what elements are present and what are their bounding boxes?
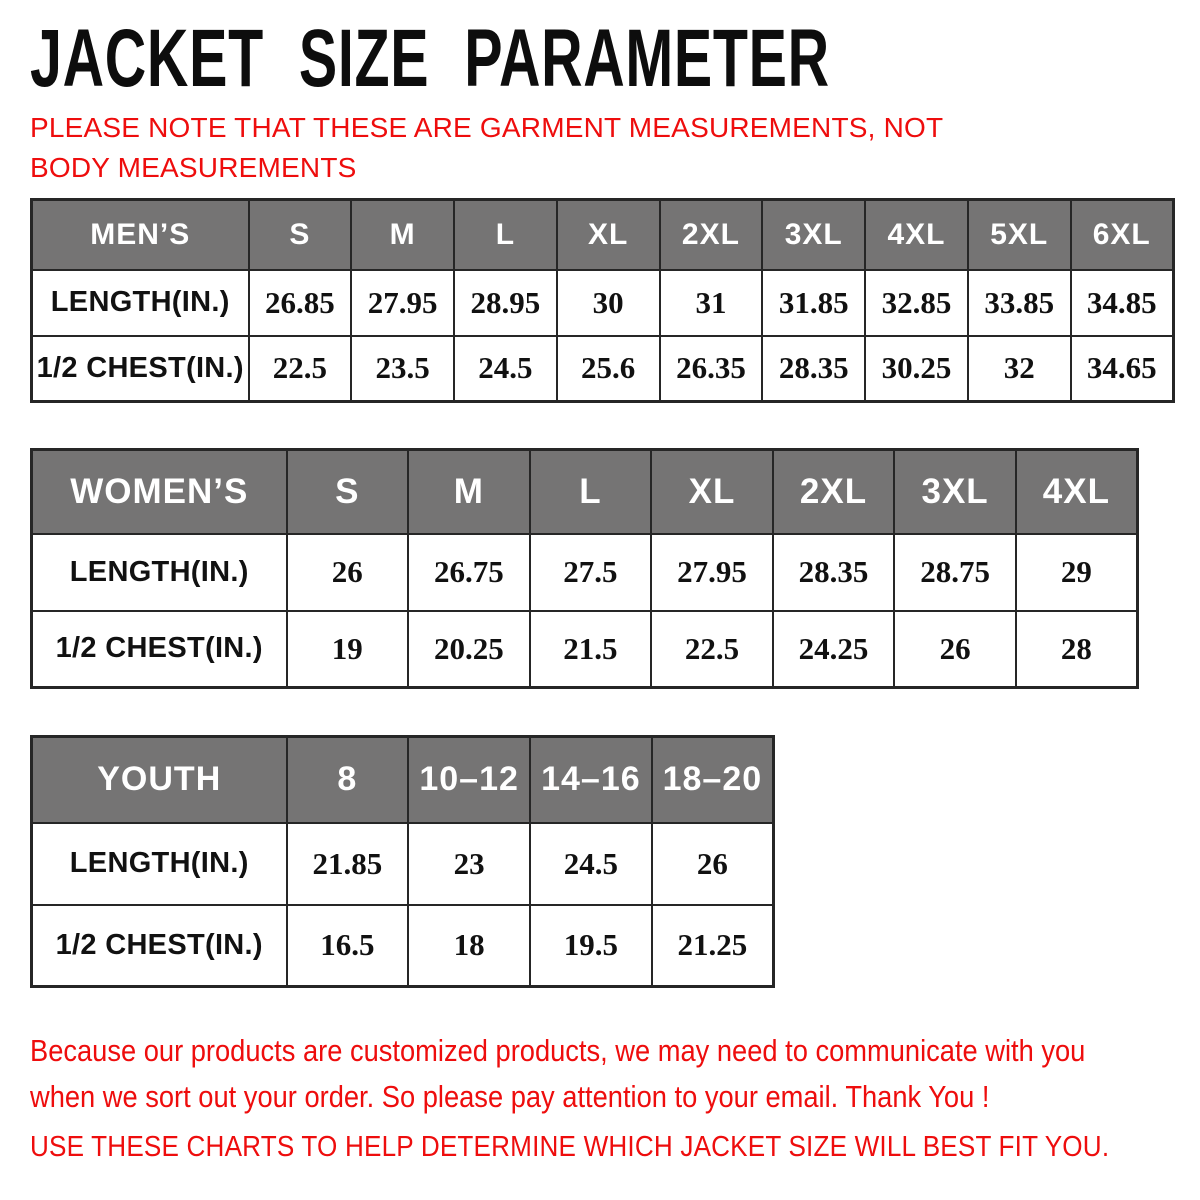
value-cell: 28.95 (454, 270, 557, 336)
size-header-cell: 14–16 (530, 737, 652, 823)
size-header-cell: S (249, 200, 352, 270)
value-cell: 21.85 (287, 823, 409, 905)
size-header-cell: 8 (287, 737, 409, 823)
row-label-cell: 1/2 CHEST(IN.) (32, 336, 249, 402)
value-cell: 24.5 (454, 336, 557, 402)
value-cell: 33.85 (968, 270, 1071, 336)
womens-size-table (30, 448, 1139, 689)
value-cell: 28.35 (762, 336, 865, 402)
page-title: JACKET SIZE PARAMETER (30, 13, 830, 104)
value-cell: 18 (408, 905, 530, 987)
value-cell: 31 (660, 270, 763, 336)
size-header-cell: 6XL (1071, 200, 1174, 270)
value-cell: 28.75 (894, 534, 1016, 611)
value-cell: 34.65 (1071, 336, 1174, 402)
size-header-cell: 4XL (1016, 450, 1138, 534)
value-cell: 25.6 (557, 336, 660, 402)
value-cell: 20.25 (408, 611, 530, 688)
value-cell: 27.95 (351, 270, 454, 336)
value-cell: 30 (557, 270, 660, 336)
size-header-cell: 2XL (660, 200, 763, 270)
row-label-cell: 1/2 CHEST(IN.) (32, 905, 287, 987)
value-cell: 31.85 (762, 270, 865, 336)
size-header-cell: XL (557, 200, 660, 270)
customization-note: Because our products are customized products, we may need to communicate with you when we sort out your order. So please pay attention to your email. Thank You ! (30, 1033, 1086, 1114)
value-cell: 26 (287, 534, 409, 611)
size-header-cell: XL (651, 450, 773, 534)
value-cell: 21.25 (652, 905, 774, 987)
value-cell: 26.85 (249, 270, 352, 336)
size-header-cell: 4XL (865, 200, 968, 270)
value-cell: 26 (894, 611, 1016, 688)
value-cell: 30.25 (865, 336, 968, 402)
value-cell: 32.85 (865, 270, 968, 336)
garment-measurement-note: PLEASE NOTE THAT THESE ARE GARMENT MEASUREMENTS, NOT BODY MEASUREMENTS (30, 112, 943, 183)
value-cell: 28 (1016, 611, 1138, 688)
value-cell: 19 (287, 611, 409, 688)
value-cell: 24.25 (773, 611, 895, 688)
size-header-cell: 5XL (968, 200, 1071, 270)
chart-usage-instruction: USE THESE CHARTS TO HELP DETERMINE WHICH JACKET SIZE WILL BEST FIT YOU. (30, 1131, 1110, 1163)
mens-size-table (30, 198, 1175, 403)
row-label-cell: LENGTH(IN.) (32, 823, 287, 905)
value-cell: 27.95 (651, 534, 773, 611)
size-table (30, 198, 1175, 403)
size-header-cell: S (287, 450, 409, 534)
value-cell: 22.5 (249, 336, 352, 402)
value-cell: 34.85 (1071, 270, 1174, 336)
size-header-cell: 10–12 (408, 737, 530, 823)
size-table (30, 448, 1139, 689)
youth-size-table (30, 735, 775, 988)
size-header-cell: M (408, 450, 530, 534)
value-cell: 22.5 (651, 611, 773, 688)
size-table (30, 735, 775, 988)
value-cell: 23 (408, 823, 530, 905)
value-cell: 28.35 (773, 534, 895, 611)
value-cell: 24.5 (530, 823, 652, 905)
size-header-cell: 3XL (894, 450, 1016, 534)
size-header-cell: L (530, 450, 652, 534)
value-cell: 26 (652, 823, 774, 905)
value-cell: 32 (968, 336, 1071, 402)
value-cell: 19.5 (530, 905, 652, 987)
value-cell: 21.5 (530, 611, 652, 688)
size-header-cell: 3XL (762, 200, 865, 270)
table-title-cell: YOUTH (32, 737, 287, 823)
size-header-cell: 2XL (773, 450, 895, 534)
value-cell: 16.5 (287, 905, 409, 987)
size-header-cell: M (351, 200, 454, 270)
table-title-cell: MEN’S (32, 200, 249, 270)
value-cell: 23.5 (351, 336, 454, 402)
table-title-cell: WOMEN’S (32, 450, 287, 534)
value-cell: 27.5 (530, 534, 652, 611)
value-cell: 26.35 (660, 336, 763, 402)
row-label-cell: 1/2 CHEST(IN.) (32, 611, 287, 688)
value-cell: 29 (1016, 534, 1138, 611)
value-cell: 26.75 (408, 534, 530, 611)
size-header-cell: L (454, 200, 557, 270)
row-label-cell: LENGTH(IN.) (32, 270, 249, 336)
row-label-cell: LENGTH(IN.) (32, 534, 287, 611)
size-header-cell: 18–20 (652, 737, 774, 823)
